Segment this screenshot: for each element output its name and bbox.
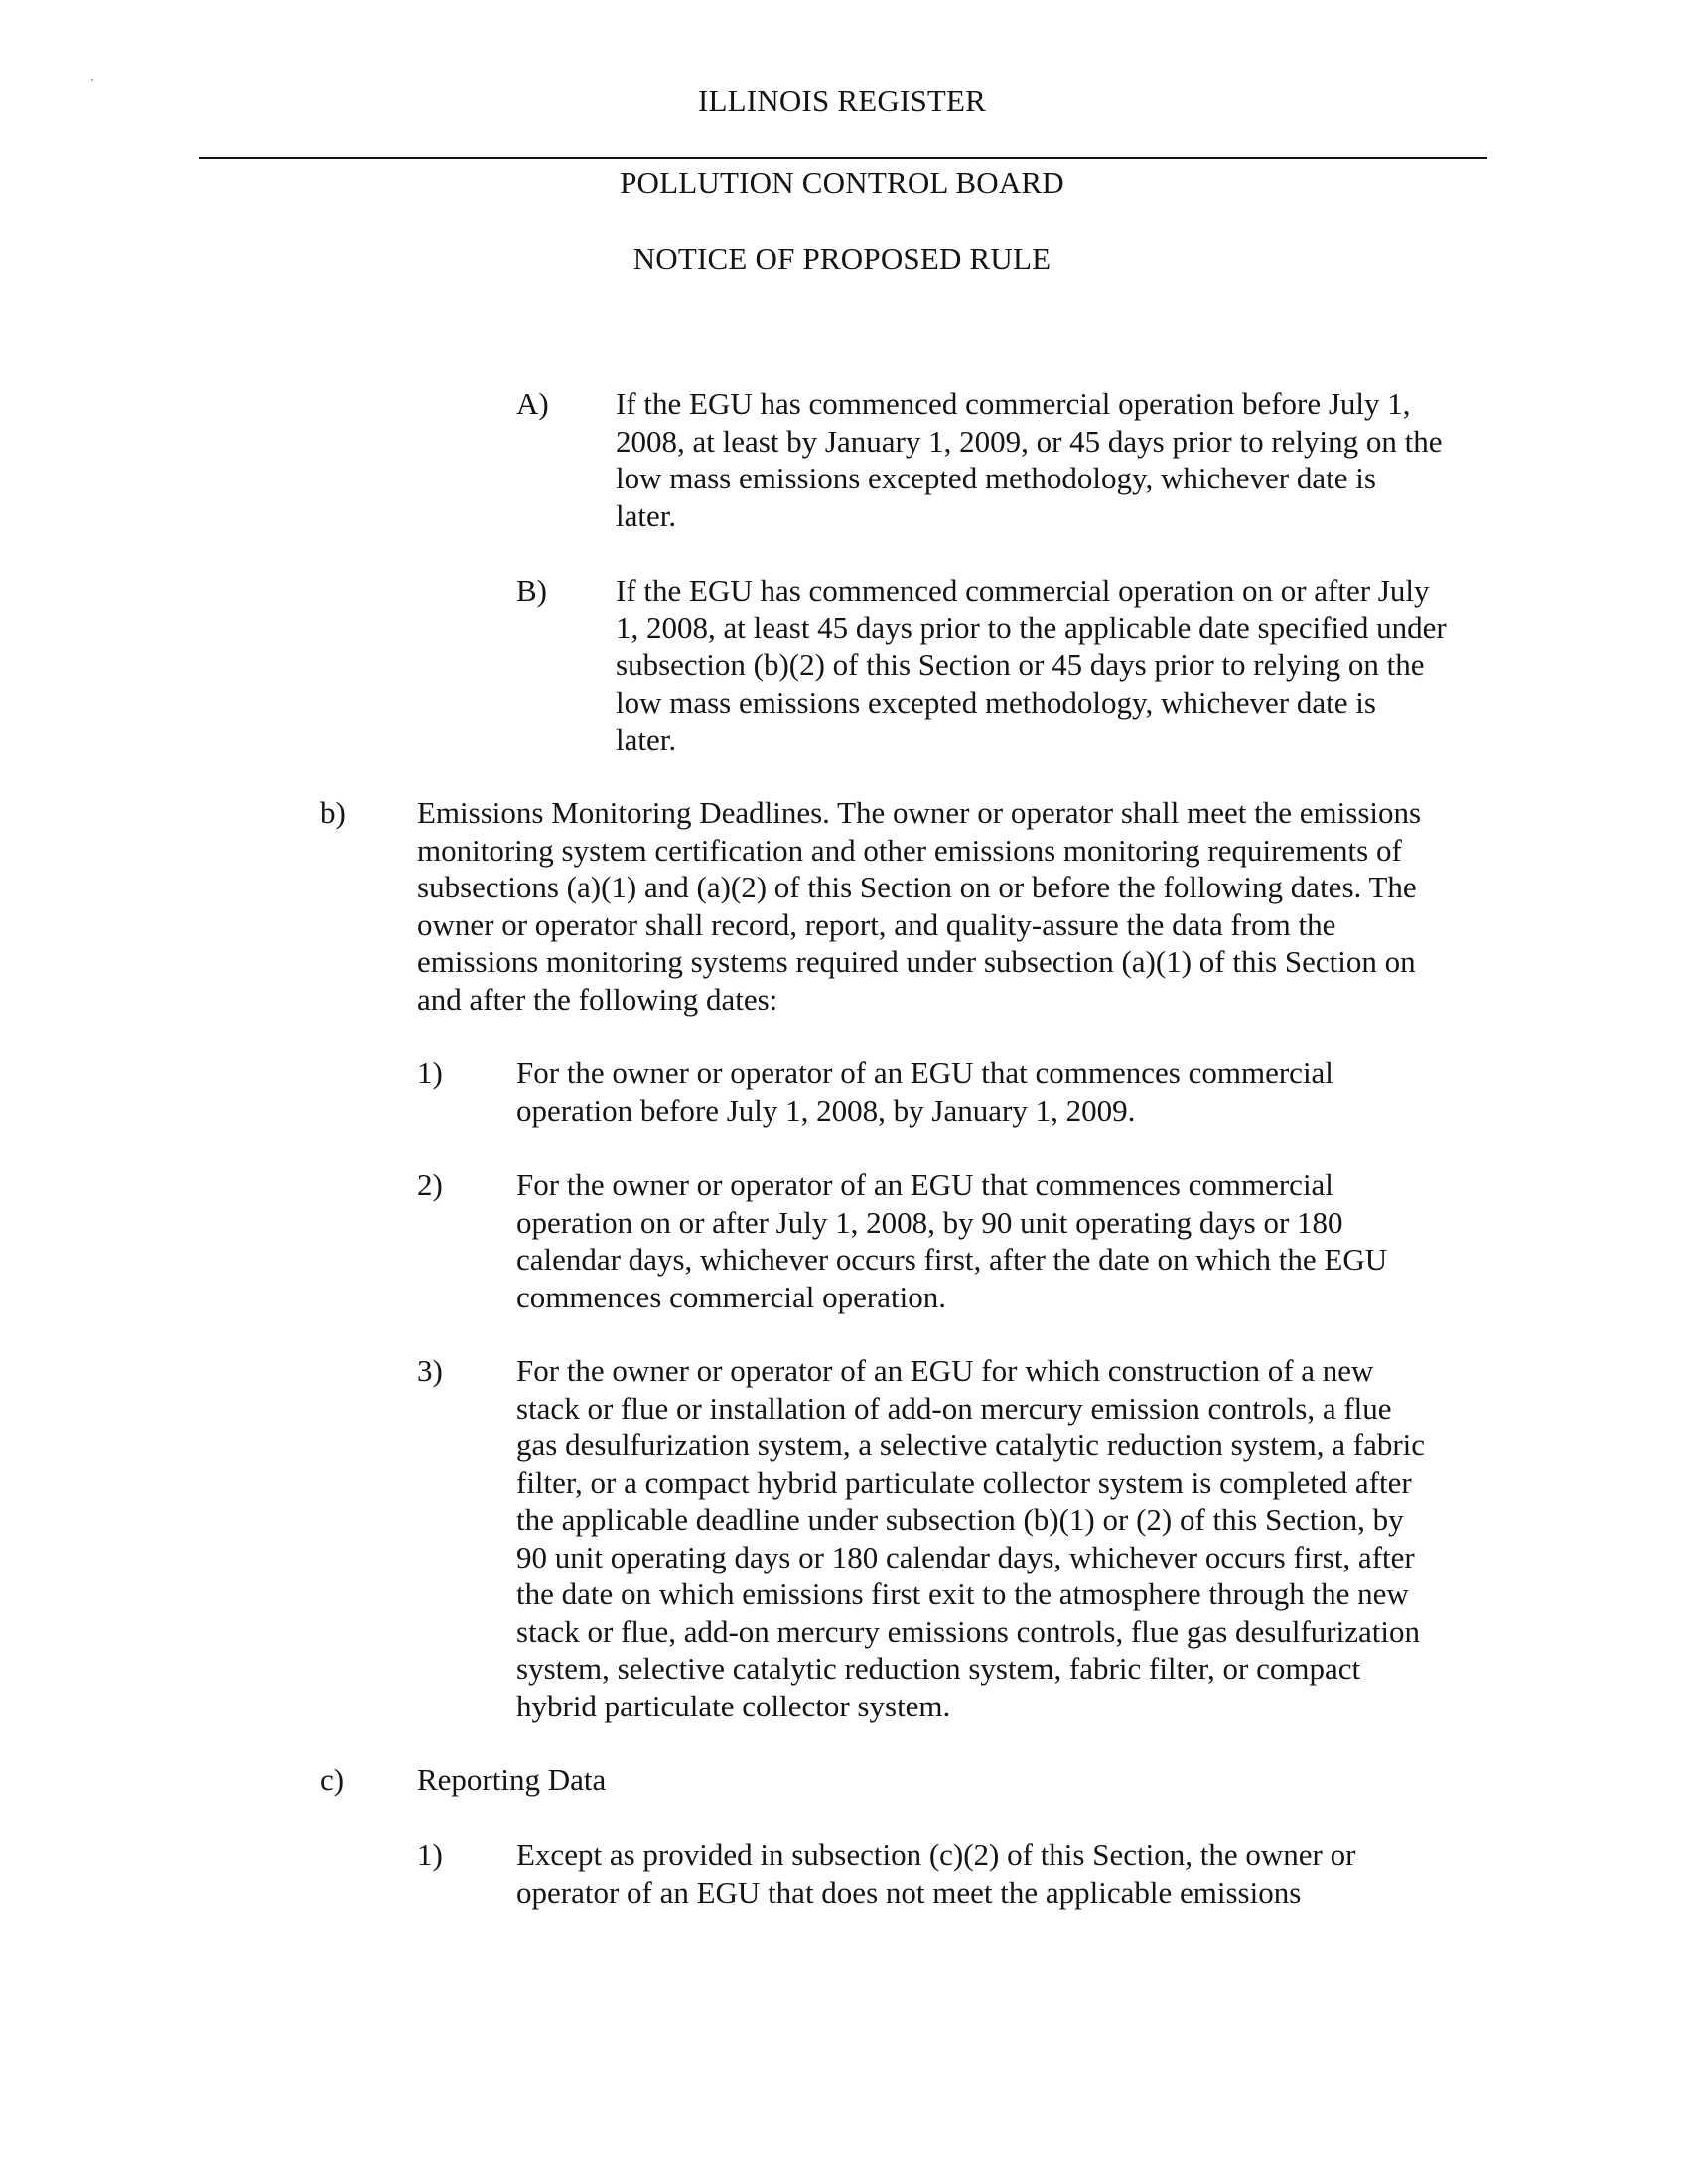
item-b-text	[616, 572, 1447, 758]
text-line: 90 unit operating days or 180 calendar days, whichever occurs first, after	[516, 1539, 1415, 1574]
text-line: calendar days, whichever occurs first, after the date on which the EGU	[516, 1242, 1388, 1277]
item-a-label: A)	[516, 386, 549, 421]
item-b3-label: 3)	[417, 1353, 443, 1388]
header-rule	[199, 157, 1487, 159]
register-title: ILLINOIS REGISTER	[697, 83, 987, 118]
section-c-text	[417, 1761, 606, 1799]
section-b-text	[417, 794, 1421, 1018]
text-line: later.	[616, 497, 677, 533]
text-line: system, selective catalytic reduction system, fabric filter, or compact	[516, 1651, 1361, 1686]
text-line: stack or flue, add-on mercury emissions controls, flue gas desulfurization	[516, 1613, 1420, 1649]
text-line: the applicable deadline under subsection (b)(1) or (2) of this Section, by	[516, 1502, 1404, 1537]
text-line: 2008, at least by January 1, 2009, or 45 days prior to relying on the	[616, 423, 1443, 459]
text-line: operation before July 1, 2008, by January 1, 2009.	[516, 1092, 1136, 1128]
text-line: stack or flue or installation of add-on mercury emission controls, a flue	[516, 1390, 1392, 1426]
text-line: filter, or a compact hybrid particulate collector system is completed after	[516, 1464, 1412, 1500]
scan-speck	[91, 79, 93, 81]
section-b-label: b)	[320, 795, 346, 830]
text-line: subsections (a)(1) and (a)(2) of this Section on or before the following dates. The	[417, 870, 1417, 904]
text-line: subsection (b)(2) of this Section or 45 days prior to relying on the	[616, 647, 1425, 682]
text-line: If the EGU has commenced commercial operation before July 1,	[616, 386, 1411, 421]
notice-title: NOTICE OF PROPOSED RULE	[632, 241, 1052, 276]
text-line: emissions monitoring systems required under subsection (a)(1) of this Section on	[417, 944, 1416, 979]
text-line: For the owner or operator of an EGU that commences commercial	[516, 1167, 1333, 1202]
item-b3-text	[516, 1352, 1425, 1724]
text-line: gas desulfurization system, a selective catalytic reduction system, a fabric	[516, 1428, 1426, 1462]
text-line: the date on which emissions first exit to the atmosphere through the new	[516, 1576, 1409, 1611]
item-c1-text	[516, 1837, 1355, 1911]
text-line: operator of an EGU that does not meet the applicable emissions	[516, 1874, 1302, 1910]
board-name: POLLUTION CONTROL BOARD	[620, 165, 1064, 200]
item-b2-text	[516, 1166, 1387, 1315]
text-line: If the EGU has commenced commercial operation on or after July	[616, 573, 1430, 608]
item-b1-text	[516, 1054, 1333, 1129]
item-a-text	[616, 385, 1443, 534]
text-line: and after the following dates:	[417, 981, 778, 1017]
item-b2-label: 2)	[417, 1167, 443, 1202]
text-line: Except as provided in subsection (c)(2) of this Section, the owner or	[516, 1838, 1356, 1872]
text-line: Reporting Data	[417, 1762, 607, 1797]
text-line: commences commercial operation.	[516, 1279, 946, 1314]
text-line: low mass emissions excepted methodology, whichever date is	[616, 684, 1376, 720]
text-line: low mass emissions excepted methodology, whichever date is	[616, 461, 1376, 495]
text-line: Emissions Monitoring Deadlines. The owner or operator shall meet the emissions	[417, 795, 1422, 830]
text-line: owner or operator shall record, report, and quality-assure the data from the	[417, 906, 1336, 942]
text-line: 1, 2008, at least 45 days prior to the applicable date specified under	[616, 610, 1447, 645]
text-line: hybrid particulate collector system.	[516, 1688, 951, 1723]
text-line: monitoring system certification and other emissions monitoring requirements of	[417, 832, 1402, 868]
item-c1-label: 1)	[417, 1838, 443, 1872]
section-c-label: c)	[320, 1762, 345, 1797]
item-b-label: B)	[516, 573, 547, 608]
text-line: For the owner or operator of an EGU for which construction of a new	[516, 1353, 1374, 1388]
text-line: operation on or after July 1, 2008, by 90 unit operating days or 180	[516, 1204, 1343, 1240]
text-line: For the owner or operator of an EGU that commences commercial	[516, 1055, 1333, 1090]
text-line: later.	[616, 722, 677, 756]
item-b1-label: 1)	[417, 1055, 443, 1090]
